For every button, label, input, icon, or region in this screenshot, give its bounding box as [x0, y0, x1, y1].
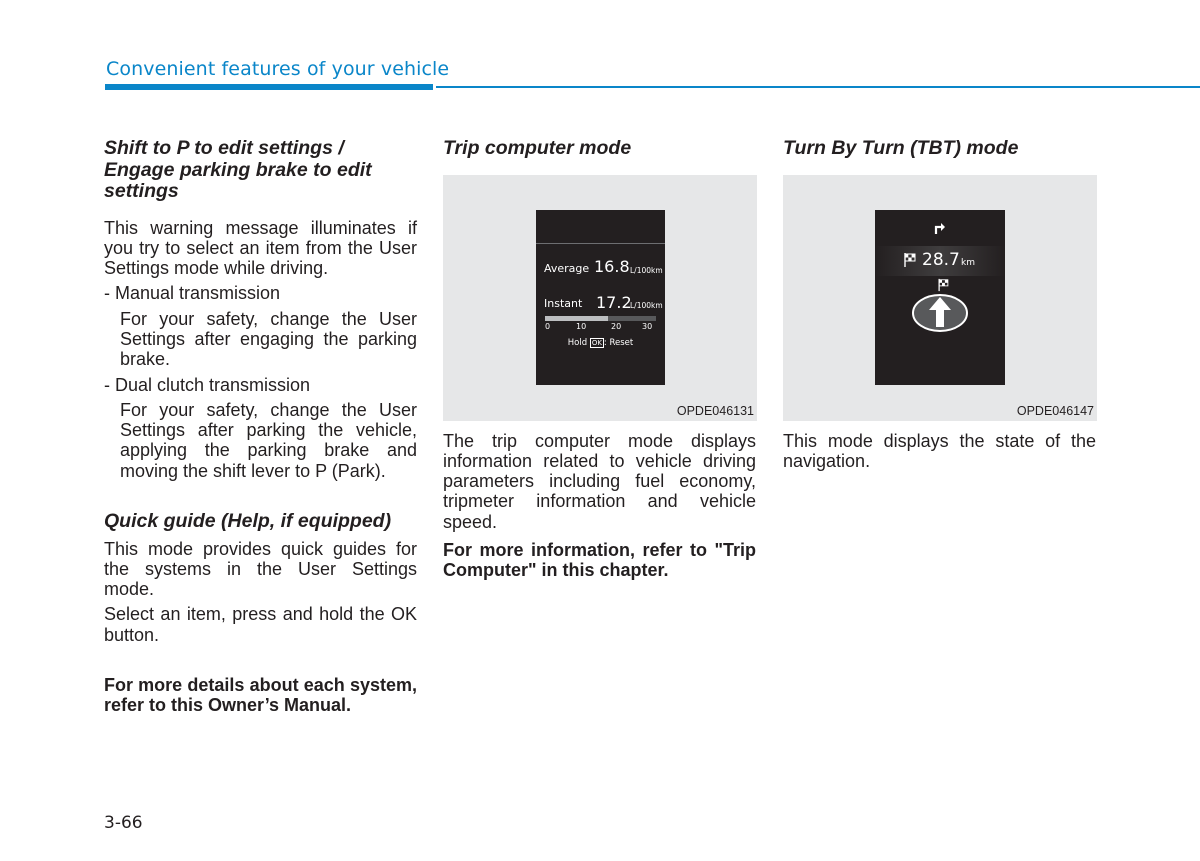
header-rule-accent — [105, 84, 433, 90]
trip-note: For more information, refer to "Trip Computer" in this chapter. — [443, 539, 756, 581]
trip-display-screen — [536, 210, 665, 385]
tbt-distance-unit: km — [961, 257, 975, 268]
gauge-tick-20: 20 — [611, 321, 622, 331]
instant-value: 17.2 — [596, 292, 632, 312]
list-label-dct: - Dual clutch transmission — [104, 374, 311, 395]
quick-guide-paragraph: This mode provides quick guides for the systems in the User Settings mode. — [104, 538, 417, 600]
straight-arrow-icon — [911, 293, 969, 333]
right-column — [783, 138, 1096, 471]
heading-trip-computer: Trip computer mode — [443, 137, 632, 159]
figure-code-tbt: OPDE046147 — [1016, 403, 1094, 418]
trip-computer-figure — [443, 175, 757, 421]
gauge-tick-0: 0 — [545, 321, 551, 331]
destination-flag-icon — [937, 278, 950, 292]
page-number: 3-66 — [104, 813, 143, 833]
heading-shift-to-p: Shift to P to edit settings / Engage parking brake to edit settings — [104, 137, 372, 202]
figure-code-trip: OPDE046131 — [676, 403, 754, 418]
header-rule — [436, 86, 1200, 88]
instant-label: Instant — [544, 296, 583, 310]
tbt-display-screen — [875, 210, 1005, 385]
heading-quick-guide: Quick guide (Help, if equipped) — [104, 510, 392, 533]
tbt-figure — [783, 175, 1097, 421]
hold-reset-hint — [536, 338, 665, 348]
tbt-distance-value: 28.7 — [922, 249, 960, 270]
instant-fuel-gauge-fill — [545, 316, 608, 321]
turn-right-arrow-icon — [933, 221, 947, 235]
gauge-tick-30: 30 — [642, 321, 653, 331]
list-label-manual: - Manual transmission — [104, 283, 281, 304]
reset-text: : Reset — [603, 337, 634, 348]
list-text-manual: For your safety, change the User Settings after engaging the parking brake. — [120, 308, 417, 370]
warning-paragraph: This warning message illuminates if you try to select an item from the User Settings mode while driving. — [104, 217, 417, 279]
average-label: Average — [544, 261, 590, 275]
average-value: 16.8 — [594, 256, 630, 276]
trip-description: The trip computer mode displays information related to vehicle driving parameters including fuel economy, tripmeter information and vehicle speed. — [443, 430, 756, 532]
select-item-paragraph: Select an item, press and hold the OK button. — [104, 604, 417, 645]
instant-unit: L/100km — [630, 300, 663, 310]
average-unit: L/100km — [630, 265, 663, 275]
ok-key-badge: OK — [591, 338, 602, 347]
left-column — [104, 138, 417, 716]
hold-text: Hold — [567, 337, 588, 348]
tbt-description: This mode displays the state of the navigation. — [783, 430, 1096, 471]
heading-tbt: Turn By Turn (TBT) mode — [783, 137, 1019, 159]
gauge-tick-10: 10 — [576, 321, 587, 331]
section-header-title: Convenient features of your vehicle — [106, 58, 450, 80]
owners-manual-note: For more details about each system, refer to this Owner’s Manual. — [104, 675, 417, 716]
checkered-flag-icon — [903, 252, 917, 268]
middle-column — [443, 138, 756, 581]
list-text-dct: For your safety, change the User Settings after parking the vehicle, applying the parking brake and moving the shift lever to P (Park). — [120, 399, 417, 481]
instant-fuel-gauge — [545, 316, 656, 321]
